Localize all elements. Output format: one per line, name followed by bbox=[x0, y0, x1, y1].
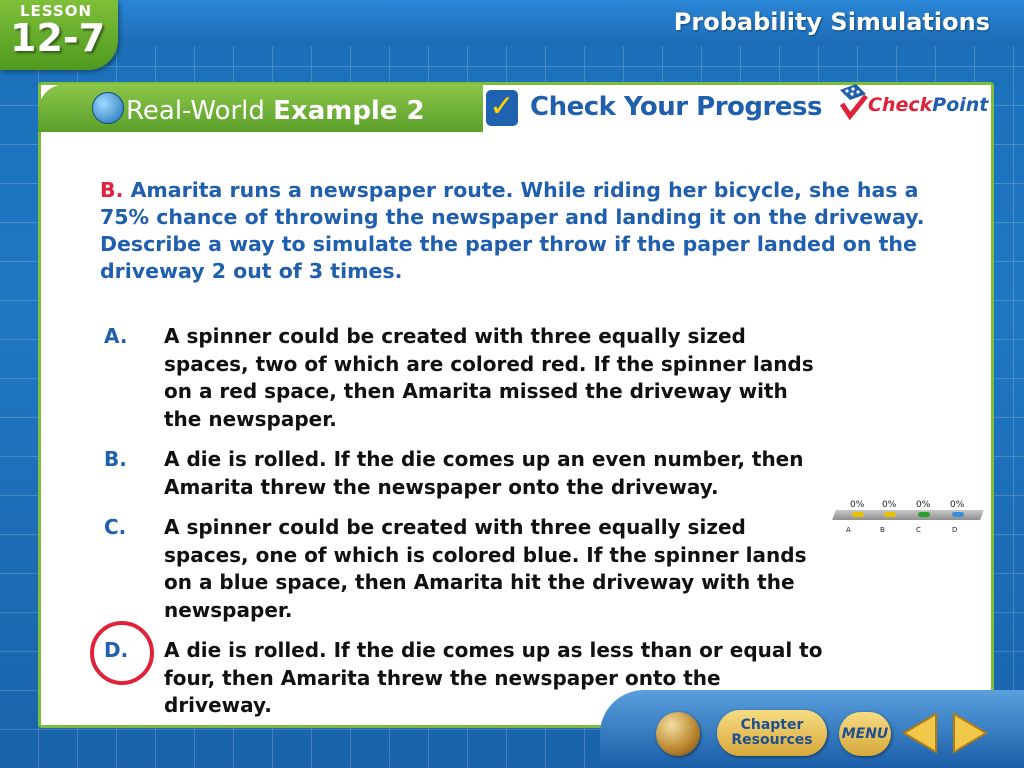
answer-choice-c[interactable] bbox=[104, 514, 824, 624]
real-world-text: Real-World bbox=[126, 96, 265, 126]
answer-text: A die is rolled. If the die comes up as less than or equal to four, then Amarita threw the newspaper onto the driveway. bbox=[164, 638, 823, 717]
poll-percent: 0% bbox=[882, 500, 897, 510]
answer-text: A die is rolled. If the die comes up an even number, then Amarita threw the newspaper onto the driveway. bbox=[164, 447, 804, 499]
answer-choices bbox=[104, 323, 824, 720]
answer-letter: B. bbox=[104, 447, 127, 471]
checkpoint-flag-icon bbox=[838, 84, 868, 122]
poll-label: C bbox=[916, 526, 921, 534]
previous-arrow-icon[interactable] bbox=[900, 710, 940, 756]
question-prompt bbox=[100, 177, 940, 285]
chapter-resources-button[interactable] bbox=[717, 710, 827, 756]
question-instruction: Describe a way to simulate the paper throw if the paper landed on the driveway 2 out of 3 times. bbox=[100, 232, 917, 283]
page-title: Probability Simulations bbox=[673, 8, 990, 36]
checkpoint-logo bbox=[838, 82, 989, 128]
answer-text: A spinner could be created with three equally sized spaces, one of which is colored blue. If the spinner lands on a blue space, then Amarita hit the driveway with the newspaper. bbox=[164, 515, 807, 622]
poll-label: D bbox=[952, 526, 958, 534]
lesson-label: LESSON bbox=[20, 2, 93, 20]
lesson-number: 12-7 bbox=[10, 16, 106, 60]
menu-button[interactable] bbox=[839, 712, 891, 756]
response-poll-widget bbox=[834, 500, 982, 538]
poll-percent: 0% bbox=[850, 500, 865, 510]
example-number: Example 2 bbox=[273, 96, 425, 126]
poll-label: B bbox=[880, 526, 885, 534]
checkpoint-point-word: Point bbox=[932, 94, 989, 116]
poll-bar-b bbox=[884, 512, 896, 517]
poll-percent: 0% bbox=[916, 500, 931, 510]
poll-percent: 0% bbox=[950, 500, 965, 510]
menu-label: MENU bbox=[841, 726, 889, 742]
answer-choice-a[interactable] bbox=[104, 323, 824, 433]
chapter-resources-label: Chapter Resources bbox=[731, 717, 813, 748]
answer-choice-b[interactable] bbox=[104, 446, 824, 501]
checkpoint-text bbox=[868, 94, 988, 116]
next-arrow-icon[interactable] bbox=[950, 710, 990, 756]
check-your-progress-label: Check Your Progress bbox=[530, 92, 822, 122]
globe-button[interactable] bbox=[656, 712, 700, 756]
lesson-badge bbox=[0, 0, 118, 70]
question-scenario: Amarita runs a newspaper route. While riding her bicycle, she has a 75% chance of throwing the newspaper and landing it on the driveway. bbox=[100, 178, 925, 229]
question-letter: B. bbox=[100, 178, 124, 202]
checkmark-icon: ✓ bbox=[486, 90, 518, 126]
poll-bar-c bbox=[918, 512, 930, 517]
checkpoint-check-word: Check bbox=[868, 94, 933, 116]
poll-bar-a bbox=[852, 512, 864, 517]
poll-label: A bbox=[846, 526, 851, 534]
answer-letter: A. bbox=[104, 324, 128, 348]
answer-letter: D. bbox=[104, 638, 129, 662]
answer-text: A spinner could be created with three equally sized spaces, two of which are colored red. If the spinner lands on a red space, then Amarita missed the driveway with the newspaper. bbox=[164, 324, 814, 431]
real-world-example-label bbox=[96, 96, 425, 126]
answer-letter: C. bbox=[104, 515, 127, 539]
poll-bar-d bbox=[952, 512, 964, 517]
